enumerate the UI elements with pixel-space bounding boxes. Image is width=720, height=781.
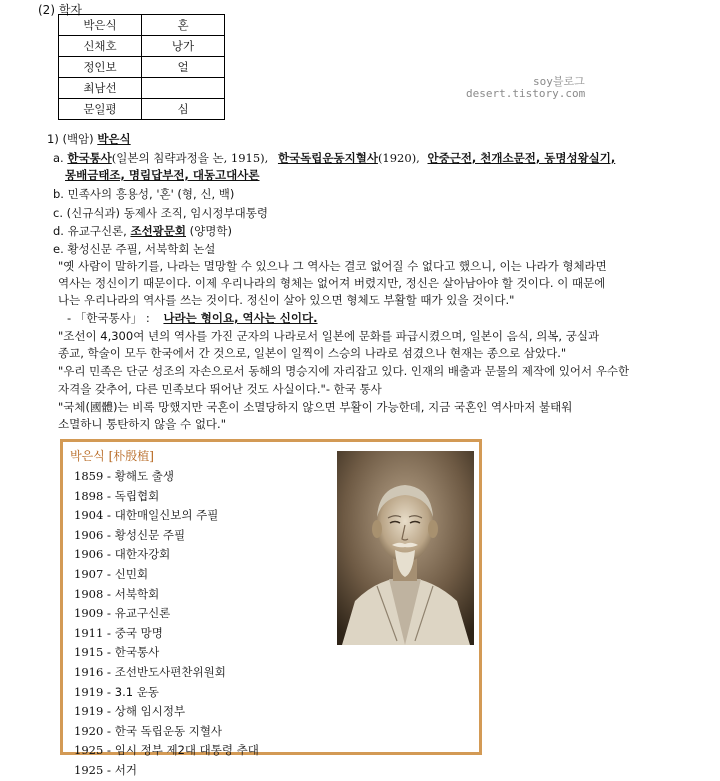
scholar-name: 최남선 <box>59 78 142 99</box>
quote-4-line2: 소멸하니 통탄하지 않을 수 없다." <box>58 417 226 431</box>
item-b: b. 민족사의 흥용성, '혼' (형, 신, 백) <box>53 187 235 201</box>
bio-box-title: 박은식 [朴殷植] <box>70 449 154 463</box>
timeline-year: 1904 <box>74 508 104 523</box>
scholar-name: 신채호 <box>59 36 142 57</box>
book-list-line2: 몽배금태조, 명림답부전, 대동고대사론 <box>65 168 260 182</box>
item-number: 1) (백암) <box>47 132 98 146</box>
item-e: e. 황성신문 주필, 서북학회 논설 <box>53 242 216 256</box>
timeline-item: 1907 - 신민회 <box>74 566 149 581</box>
timeline-event: 황해도 출생 <box>114 469 174 483</box>
scholars-table <box>58 14 225 120</box>
item-c: c. (신규식과) 동제사 조직, 임시정부대통령 <box>53 206 268 220</box>
table-row <box>59 99 225 120</box>
bio-timeline <box>74 467 259 781</box>
quote-3-line2: 자격을 갖추어, 다른 민족보다 뛰어난 것도 사실이다."- 한국 통사 <box>58 382 382 396</box>
timeline-item: 1911 - 중국 망명 <box>74 625 163 640</box>
timeline-year: 1925 <box>74 762 104 777</box>
timeline-year: 1909 <box>74 606 104 621</box>
timeline-event: 상해 임시정부 <box>114 704 186 719</box>
item-d-text: d. 유교구신론, <box>53 224 131 238</box>
timeline-item: 1909 - 유교구신론 <box>74 606 171 621</box>
timeline-year: 1907 <box>74 566 104 581</box>
timeline-year: 1898 <box>74 488 104 503</box>
timeline-event: 중국 망명 <box>114 625 163 640</box>
scholar-concept: 낭가 <box>142 36 225 57</box>
timeline-item: 1904 - 대한매일신보의 주필 <box>74 508 219 523</box>
timeline-item: 1919 - 3.1 운동 <box>74 684 159 699</box>
timeline-event: 신민회 <box>114 566 149 581</box>
table-row <box>59 36 225 57</box>
section-title: (2) 학자 <box>38 3 82 17</box>
tongsa-quote-line <box>67 310 318 327</box>
timeline-item: 1925 - 임시 정부 제2대 대통령 추대 <box>74 743 259 758</box>
book-note: (일본의 침략과정을 논, 1915), <box>111 151 269 165</box>
scholar-concept: 얼 <box>142 57 225 78</box>
timeline-year: 1906 <box>74 547 104 562</box>
book-note: (1920), <box>377 151 420 165</box>
watermark-blog-url: desert.tistory.com <box>466 87 586 100</box>
timeline-event: 대한매일신보의 주필 <box>114 508 219 523</box>
scholar-name: 박은식 <box>59 15 142 36</box>
quote-4-line1: "국체(國體)는 비록 망했지만 국혼이 소멸당하지 않으면 부활이 가능한데, 지금 국혼인 역사마저 불태워 <box>58 400 573 414</box>
watermark-blog-name: soy블로그 <box>533 75 585 88</box>
quote-1-line2: 역사는 정신이기 때문이다. 이제 우리나라의 형체는 없어져 버렸지만, 정신은 살아남아야 할 것이다. 이 때문에 <box>58 276 606 290</box>
timeline-event: 서북학회 <box>114 586 160 601</box>
timeline-event: 독립협회 <box>114 488 160 503</box>
quote-2-line1: "조선이 4,300여 년의 역사를 가진 군자의 나라로서 일본에 문화를 파급시켰으며, 일본이 음식, 의복, 궁실과 <box>58 329 600 343</box>
timeline-item: 1906 - 황성신문 주필 <box>74 527 186 542</box>
timeline-event: 조선반도사편찬위원회 <box>114 664 226 679</box>
timeline-event: 황성신문 주필 <box>114 527 186 542</box>
scholar-concept: 혼 <box>142 15 225 36</box>
joseon-gwangmunhoe: 조선광문회 <box>130 224 187 238</box>
quote-3-line1: "우리 민족은 단군 성조의 자손으로서 동해의 명승지에 자리잡고 있다. 인재의 배출과 문물의 제작에 있어서 우수한 <box>58 364 630 378</box>
timeline-year: 1920 <box>74 723 104 738</box>
timeline-event: 임시 정부 제2대 대통령 추대 <box>114 743 259 758</box>
timeline-event: 3.1 운동 <box>114 684 159 699</box>
scholar-name: 문일평 <box>59 99 142 120</box>
timeline-year: 1916 <box>74 664 104 679</box>
item-a-label: a. <box>53 151 68 165</box>
timeline-year: 1925 <box>74 743 104 758</box>
timeline-item: 1906 - 대한자강회 <box>74 547 171 562</box>
timeline-item: 1919 - 상해 임시정부 <box>74 704 186 719</box>
timeline-event: 한국통사 <box>114 645 160 660</box>
timeline-event: 대한자강회 <box>114 547 171 562</box>
table-row <box>59 15 225 36</box>
timeline-item: 1898 - 독립협회 <box>74 488 160 503</box>
timeline-item: 1915 - 한국통사 <box>74 645 160 660</box>
timeline-event: 한국 독립운동 지혈사 <box>114 723 223 738</box>
quote-1-line3: 나는 우리나라의 역사를 쓰는 것이다. 정신이 살아 있으면 형체도 부활할 때가 있을 것이다." <box>58 293 515 307</box>
timeline-item: 1908 - 서북학회 <box>74 586 160 601</box>
quote-1-line1: "옛 사람이 말하기를, 나라는 멸망할 수 있으나 그 역사는 결코 없어질 수 없다고 했으니, 이는 나라가 형체라면 <box>58 259 607 273</box>
timeline-year: 1906 <box>74 527 104 542</box>
timeline-item: 1916 - 조선반도사편찬위원회 <box>74 664 226 679</box>
scholar-concept: 심 <box>142 99 225 120</box>
scholar-heading-name: 박은식 <box>97 132 131 146</box>
timeline-item: 1925 - 서거 <box>74 762 137 777</box>
quote-2-line2: 종교, 학술이 모두 한국에서 간 것으로, 일본이 일찍이 스승의 나라로 섬겼으나 현재는 종으로 삼았다." <box>58 346 567 360</box>
item-d-suffix: (양명학) <box>186 224 232 238</box>
book-dongnip-jihyeolsa: 한국독립운동지혈사 <box>277 151 378 165</box>
timeline-year: 1915 <box>74 645 104 660</box>
timeline-year: 1919 <box>74 684 104 699</box>
book-list: 안중근전, 천개소문전, 동명성왕실기, <box>427 151 616 165</box>
table-row <box>59 78 225 99</box>
portrait-photo <box>337 451 474 645</box>
timeline-year: 1859 <box>74 469 104 483</box>
timeline-item: 1920 - 한국 독립운동 지혈사 <box>74 723 223 738</box>
timeline-year: 1919 <box>74 704 104 719</box>
timeline-event: 서거 <box>114 762 137 777</box>
tongsa-label: - 「한국통사」 : <box>67 311 150 325</box>
book-hanguk-tongsa: 한국통사 <box>67 151 112 165</box>
table-row <box>59 57 225 78</box>
scholar-name: 정인보 <box>59 57 142 78</box>
item-a-line1 <box>53 150 615 166</box>
timeline-year: 1908 <box>74 586 104 601</box>
timeline-year: 1911 <box>74 625 104 640</box>
scholar-concept <box>142 78 225 99</box>
item-header <box>47 131 131 147</box>
tongsa-quote: 나라는 형이요, 역사는 신이다. <box>163 311 318 325</box>
timeline-item: 1859 - 황해도 출생 <box>74 469 174 483</box>
timeline-event: 유교구신론 <box>114 606 171 621</box>
item-d <box>53 223 232 239</box>
